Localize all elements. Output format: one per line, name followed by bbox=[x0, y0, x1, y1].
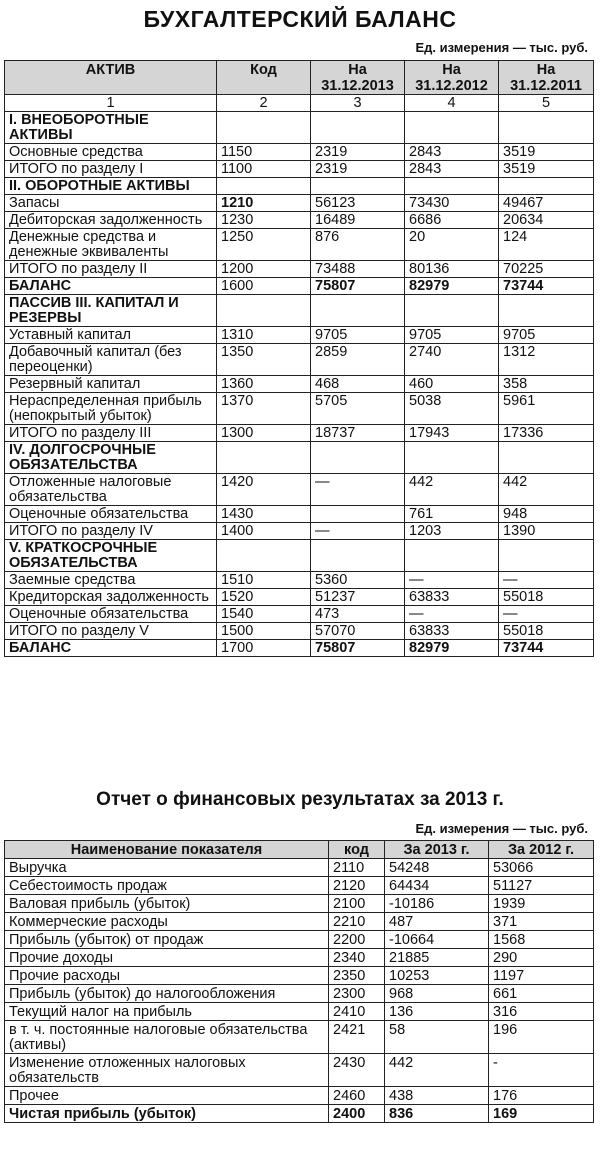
value-2012: 290 bbox=[489, 949, 594, 967]
table-row bbox=[5, 1054, 594, 1087]
value-2012: 2740 bbox=[405, 344, 499, 376]
value-2011: 55018 bbox=[499, 589, 594, 606]
balance-units: Ед. измерения — тыс. руб. bbox=[415, 40, 588, 55]
value-2012 bbox=[405, 295, 499, 327]
value-2013: 136 bbox=[385, 1003, 489, 1021]
header-2013: На 31.12.2013 bbox=[311, 61, 405, 95]
value-2013: 18737 bbox=[311, 425, 405, 442]
row-label: Выручка bbox=[5, 859, 329, 877]
table-row bbox=[5, 589, 594, 606]
row-label: Коммерческие расходы bbox=[5, 913, 329, 931]
value-2012: 63833 bbox=[405, 589, 499, 606]
value-2011: 442 bbox=[499, 474, 594, 506]
value-2012: 2843 bbox=[405, 161, 499, 178]
table-row bbox=[5, 212, 594, 229]
value-2012: 169 bbox=[489, 1105, 594, 1123]
value-2012: 9705 bbox=[405, 327, 499, 344]
row-code: 1420 bbox=[217, 474, 311, 506]
table-row bbox=[5, 344, 594, 376]
value-2012: 442 bbox=[405, 474, 499, 506]
value-2012: 73430 bbox=[405, 195, 499, 212]
value-2011: 124 bbox=[499, 229, 594, 261]
table-row bbox=[5, 967, 594, 985]
table-row bbox=[5, 877, 594, 895]
balance-header-row bbox=[5, 61, 594, 95]
value-2012: — bbox=[405, 572, 499, 589]
value-2013: 10253 bbox=[385, 967, 489, 985]
row-code: 2100 bbox=[329, 895, 385, 913]
row-label: Текущий налог на прибыль bbox=[5, 1003, 329, 1021]
value-2013: 836 bbox=[385, 1105, 489, 1123]
section-row bbox=[5, 295, 594, 327]
row-code: 1210 bbox=[217, 195, 311, 212]
value-2012: 5038 bbox=[405, 393, 499, 425]
value-2013: 876 bbox=[311, 229, 405, 261]
row-label: II. ОБОРОТНЫЕ АКТИВЫ bbox=[5, 178, 217, 195]
value-2012: 1568 bbox=[489, 931, 594, 949]
row-code: 1300 bbox=[217, 425, 311, 442]
row-label: Уставный капитал bbox=[5, 327, 217, 344]
value-2013: 54248 bbox=[385, 859, 489, 877]
value-2012: - bbox=[489, 1054, 594, 1087]
table-row bbox=[5, 161, 594, 178]
value-2013: 2859 bbox=[311, 344, 405, 376]
table-row bbox=[5, 606, 594, 623]
value-2013 bbox=[311, 506, 405, 523]
row-label: I. ВНЕОБОРОТНЫЕ АКТИВЫ bbox=[5, 112, 217, 144]
value-2013: 73488 bbox=[311, 261, 405, 278]
row-code: 1230 bbox=[217, 212, 311, 229]
value-2011: 3519 bbox=[499, 161, 594, 178]
section-row bbox=[5, 442, 594, 474]
value-2012: 1939 bbox=[489, 895, 594, 913]
value-2012 bbox=[405, 178, 499, 195]
row-label: БАЛАНС bbox=[5, 640, 217, 657]
table-row bbox=[5, 1087, 594, 1105]
value-2011: 49467 bbox=[499, 195, 594, 212]
value-2011 bbox=[499, 295, 594, 327]
row-code: 1200 bbox=[217, 261, 311, 278]
row-label: Прибыль (убыток) от продаж bbox=[5, 931, 329, 949]
row-label: Кредиторская задолженность bbox=[5, 589, 217, 606]
value-2013: 21885 bbox=[385, 949, 489, 967]
value-2012: 63833 bbox=[405, 623, 499, 640]
value-2011: 3519 bbox=[499, 144, 594, 161]
row-code: 2410 bbox=[329, 1003, 385, 1021]
value-2011: 73744 bbox=[499, 278, 594, 295]
value-2013 bbox=[311, 540, 405, 572]
table-row bbox=[5, 425, 594, 442]
value-2012: 20 bbox=[405, 229, 499, 261]
value-2012: 6686 bbox=[405, 212, 499, 229]
value-2011 bbox=[499, 540, 594, 572]
value-2013: 75807 bbox=[311, 278, 405, 295]
net-profit-row bbox=[5, 1105, 594, 1123]
table-row bbox=[5, 985, 594, 1003]
value-2013 bbox=[311, 112, 405, 144]
value-2013: 58 bbox=[385, 1021, 489, 1054]
value-2013: 2319 bbox=[311, 161, 405, 178]
col-number: 1 bbox=[5, 95, 217, 112]
value-2011: 73744 bbox=[499, 640, 594, 657]
row-label: Отложенные налоговые обязательства bbox=[5, 474, 217, 506]
col-number: 4 bbox=[405, 95, 499, 112]
value-2013: — bbox=[311, 474, 405, 506]
row-code: 1520 bbox=[217, 589, 311, 606]
table-row bbox=[5, 474, 594, 506]
row-label: ИТОГО по разделу III bbox=[5, 425, 217, 442]
row-label: Оценочные обязательства bbox=[5, 606, 217, 623]
table-row bbox=[5, 949, 594, 967]
col-number: 2 bbox=[217, 95, 311, 112]
row-code: 1100 bbox=[217, 161, 311, 178]
value-2012: 1197 bbox=[489, 967, 594, 985]
value-2012 bbox=[405, 112, 499, 144]
row-code: 1500 bbox=[217, 623, 311, 640]
col-number: 3 bbox=[311, 95, 405, 112]
row-code: 1360 bbox=[217, 376, 311, 393]
value-2012: 661 bbox=[489, 985, 594, 1003]
header-code: код bbox=[329, 841, 385, 859]
table-row bbox=[5, 144, 594, 161]
row-code bbox=[217, 112, 311, 144]
value-2013: 968 bbox=[385, 985, 489, 1003]
row-label: Себестоимость продаж bbox=[5, 877, 329, 895]
value-2013: 2319 bbox=[311, 144, 405, 161]
header-2012: На 31.12.2012 bbox=[405, 61, 499, 95]
table-row bbox=[5, 931, 594, 949]
row-label: Валовая прибыль (убыток) bbox=[5, 895, 329, 913]
row-label: Прибыль (убыток) до налогообложения bbox=[5, 985, 329, 1003]
row-label: Основные средства bbox=[5, 144, 217, 161]
value-2011: 1312 bbox=[499, 344, 594, 376]
value-2013: -10664 bbox=[385, 931, 489, 949]
table-row bbox=[5, 327, 594, 344]
value-2012: 1203 bbox=[405, 523, 499, 540]
row-code: 2200 bbox=[329, 931, 385, 949]
balance-table bbox=[4, 60, 594, 657]
value-2012: 17943 bbox=[405, 425, 499, 442]
row-code: 2350 bbox=[329, 967, 385, 985]
table-row bbox=[5, 523, 594, 540]
section-row bbox=[5, 540, 594, 572]
row-label: Добавочный капитал (без переоценки) bbox=[5, 344, 217, 376]
value-2011: 9705 bbox=[499, 327, 594, 344]
financial-results-table bbox=[4, 840, 594, 1123]
table-row bbox=[5, 393, 594, 425]
value-2011: 55018 bbox=[499, 623, 594, 640]
value-2013: 75807 bbox=[311, 640, 405, 657]
row-label: Изменение отложенных налоговых обязательств bbox=[5, 1054, 329, 1087]
balance-title: БУХГАЛТЕРСКИЙ БАЛАНС bbox=[143, 6, 457, 32]
row-label: Заемные средства bbox=[5, 572, 217, 589]
value-2012: 80136 bbox=[405, 261, 499, 278]
table-row bbox=[5, 859, 594, 877]
value-2011: — bbox=[499, 606, 594, 623]
row-label: ИТОГО по разделу I bbox=[5, 161, 217, 178]
row-code: 2120 bbox=[329, 877, 385, 895]
table-row bbox=[5, 376, 594, 393]
value-2012: 196 bbox=[489, 1021, 594, 1054]
row-code: 1350 bbox=[217, 344, 311, 376]
row-code: 2460 bbox=[329, 1087, 385, 1105]
row-code bbox=[217, 442, 311, 474]
row-code: 1150 bbox=[217, 144, 311, 161]
value-2011: — bbox=[499, 572, 594, 589]
table-row bbox=[5, 261, 594, 278]
row-code: 2340 bbox=[329, 949, 385, 967]
value-2012: 82979 bbox=[405, 640, 499, 657]
value-2013: — bbox=[311, 523, 405, 540]
value-2011 bbox=[499, 442, 594, 474]
value-2012: 176 bbox=[489, 1087, 594, 1105]
value-2011: 17336 bbox=[499, 425, 594, 442]
row-label: Прочие доходы bbox=[5, 949, 329, 967]
value-2012: 2843 bbox=[405, 144, 499, 161]
value-2013: 487 bbox=[385, 913, 489, 931]
value-2013: 57070 bbox=[311, 623, 405, 640]
value-2013: 5360 bbox=[311, 572, 405, 589]
value-2011: 358 bbox=[499, 376, 594, 393]
table-row bbox=[5, 572, 594, 589]
row-code: 1400 bbox=[217, 523, 311, 540]
header-2012: За 2012 г. bbox=[489, 841, 594, 859]
row-label: Нераспределенная прибыль (непокрытый убыток) bbox=[5, 393, 217, 425]
row-label: V. КРАТКОСРОЧНЫЕ ОБЯЗАТЕЛЬСТВА bbox=[5, 540, 217, 572]
section-row bbox=[5, 112, 594, 144]
value-2012: 82979 bbox=[405, 278, 499, 295]
row-label: Чистая прибыль (убыток) bbox=[5, 1105, 329, 1123]
value-2013: 438 bbox=[385, 1087, 489, 1105]
value-2012: 51127 bbox=[489, 877, 594, 895]
row-label: ИТОГО по разделу II bbox=[5, 261, 217, 278]
row-code: 2421 bbox=[329, 1021, 385, 1054]
value-2011: 948 bbox=[499, 506, 594, 523]
row-code: 1310 bbox=[217, 327, 311, 344]
row-label: Денежные средства и денежные эквиваленты bbox=[5, 229, 217, 261]
table-row bbox=[5, 895, 594, 913]
value-2012 bbox=[405, 442, 499, 474]
table-row bbox=[5, 913, 594, 931]
row-code: 2210 bbox=[329, 913, 385, 931]
value-2013: 5705 bbox=[311, 393, 405, 425]
table-row bbox=[5, 229, 594, 261]
value-2011 bbox=[499, 112, 594, 144]
row-label: Резервный капитал bbox=[5, 376, 217, 393]
column-number-row bbox=[5, 95, 594, 112]
row-code: 1600 bbox=[217, 278, 311, 295]
row-code: 2300 bbox=[329, 985, 385, 1003]
row-code: 2110 bbox=[329, 859, 385, 877]
row-label: IV. ДОЛГОСРОЧНЫЕ ОБЯЗАТЕЛЬСТВА bbox=[5, 442, 217, 474]
row-label: Запасы bbox=[5, 195, 217, 212]
report-units: Ед. измерения — тыс. руб. bbox=[415, 821, 588, 836]
value-2013: 56123 bbox=[311, 195, 405, 212]
value-2011: 70225 bbox=[499, 261, 594, 278]
col-number: 5 bbox=[499, 95, 594, 112]
row-code: 1430 bbox=[217, 506, 311, 523]
report-title: Отчет о финансовых результатах за 2013 г. bbox=[96, 789, 504, 810]
value-2013 bbox=[311, 295, 405, 327]
table-row bbox=[5, 195, 594, 212]
row-label: ПАССИВ III. КАПИТАЛ И РЕЗЕРВЫ bbox=[5, 295, 217, 327]
value-2013: 16489 bbox=[311, 212, 405, 229]
row-label: БАЛАНС bbox=[5, 278, 217, 295]
row-label: Оценочные обязательства bbox=[5, 506, 217, 523]
header-indicator: Наименование показателя bbox=[5, 841, 329, 859]
table-row bbox=[5, 1003, 594, 1021]
row-label: в т. ч. постоянные налоговые обязательства (активы) bbox=[5, 1021, 329, 1054]
header-code: Код bbox=[217, 61, 311, 95]
row-code: 1540 bbox=[217, 606, 311, 623]
table-row bbox=[5, 1021, 594, 1054]
row-code: 2430 bbox=[329, 1054, 385, 1087]
report-header-row bbox=[5, 841, 594, 859]
header-activ: АКТИВ bbox=[5, 61, 217, 95]
value-2013: -10186 bbox=[385, 895, 489, 913]
value-2012: 460 bbox=[405, 376, 499, 393]
row-code: 2400 bbox=[329, 1105, 385, 1123]
row-label: Прочие расходы bbox=[5, 967, 329, 985]
row-code: 1700 bbox=[217, 640, 311, 657]
row-code bbox=[217, 295, 311, 327]
value-2013 bbox=[311, 442, 405, 474]
value-2012: — bbox=[405, 606, 499, 623]
row-code bbox=[217, 540, 311, 572]
value-2011 bbox=[499, 178, 594, 195]
row-code: 1510 bbox=[217, 572, 311, 589]
value-2013: 468 bbox=[311, 376, 405, 393]
row-code: 1370 bbox=[217, 393, 311, 425]
value-2011: 1390 bbox=[499, 523, 594, 540]
table-row bbox=[5, 623, 594, 640]
row-label: Прочее bbox=[5, 1087, 329, 1105]
section-row bbox=[5, 178, 594, 195]
value-2012: 316 bbox=[489, 1003, 594, 1021]
value-2013: 51237 bbox=[311, 589, 405, 606]
balance-total-row bbox=[5, 278, 594, 295]
header-2013: За 2013 г. bbox=[385, 841, 489, 859]
value-2013: 442 bbox=[385, 1054, 489, 1087]
value-2012: 761 bbox=[405, 506, 499, 523]
value-2012 bbox=[405, 540, 499, 572]
row-label: Дебиторская задолженность bbox=[5, 212, 217, 229]
row-code bbox=[217, 178, 311, 195]
value-2012: 371 bbox=[489, 913, 594, 931]
balance-total-row bbox=[5, 640, 594, 657]
table-row bbox=[5, 506, 594, 523]
value-2013: 64434 bbox=[385, 877, 489, 895]
header-2011: На 31.12.2011 bbox=[499, 61, 594, 95]
value-2012: 53066 bbox=[489, 859, 594, 877]
row-code: 1250 bbox=[217, 229, 311, 261]
value-2013: 9705 bbox=[311, 327, 405, 344]
row-label: ИТОГО по разделу IV bbox=[5, 523, 217, 540]
value-2013: 473 bbox=[311, 606, 405, 623]
value-2013 bbox=[311, 178, 405, 195]
value-2011: 5961 bbox=[499, 393, 594, 425]
row-label: ИТОГО по разделу V bbox=[5, 623, 217, 640]
value-2011: 20634 bbox=[499, 212, 594, 229]
